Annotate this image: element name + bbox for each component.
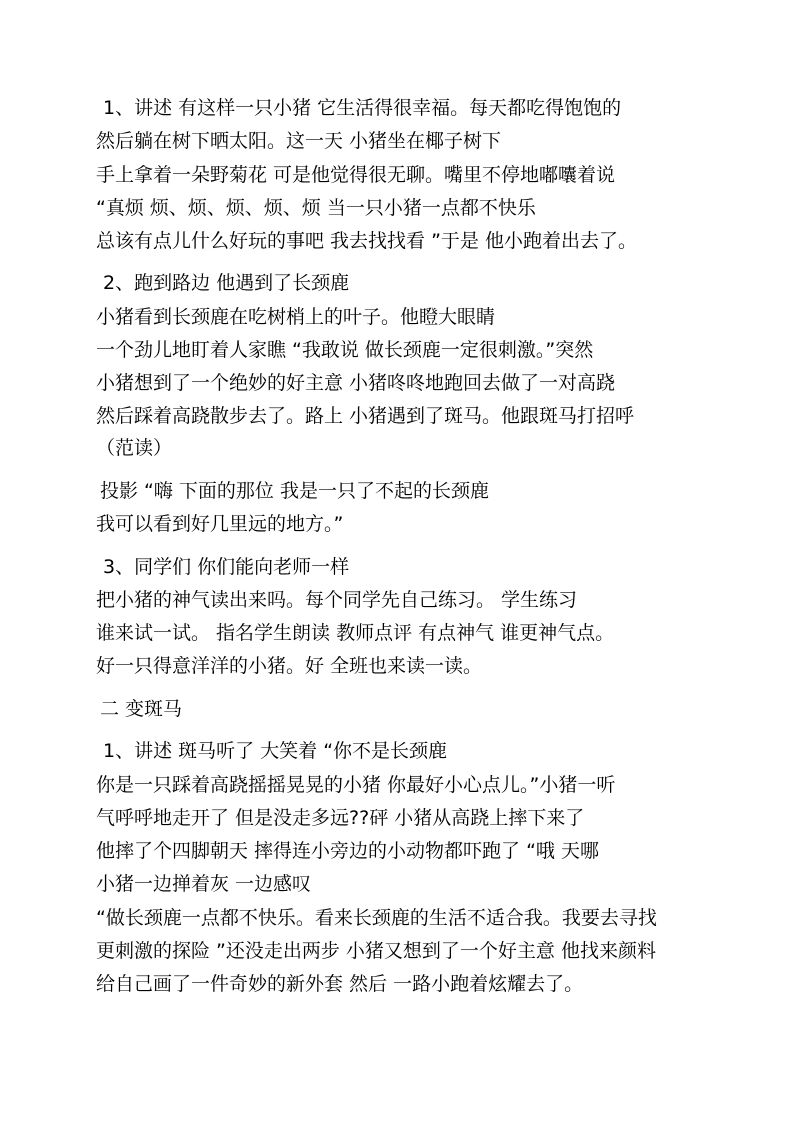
text-line: 好一只得意洋洋的小猪。好 全班也来读一读。 <box>96 655 483 677</box>
text-line: “做长颈鹿一点都不快乐。看来长颈鹿的生活不适合我。我要去寻找 <box>96 907 657 929</box>
text-line: 小猪想到了一个绝妙的好主意 小猪咚咚地跑回去做了一对高跷 <box>96 372 616 394</box>
text-line: 他摔了个四脚朝天 摔得连小旁边的小动物都吓跑了 “哦 天哪 <box>96 840 599 862</box>
text-line: 投影 “嗨 下面的那位 我是一只了不起的长颈鹿 <box>100 480 489 502</box>
text-line: 谁来试一试。 指名学生朗读 教师点评 有点神气 谁更神气点。 <box>96 622 615 644</box>
text-line: 然后踩着高跷散步去了。路上 小猪遇到了斑马。他跟斑马打招呼 <box>96 405 635 427</box>
text-line: 把小猪的神气读出来吗。每个同学先自己练习。 学生练习 <box>96 589 578 611</box>
text-line: 手上拿着一朵野菊花 可是他觉得很无聊。嘴里不停地嘟囔着说 <box>96 164 616 186</box>
text-line: 给自己画了一件奇妙的新外套 然后 一路小跑着炫耀去了。 <box>96 973 584 995</box>
text-line: 1、讲述 有这样一只小猪 它生活得很幸福。每天都吃得饱饱的 <box>103 97 622 119</box>
section-heading: 二 变斑马 <box>100 698 183 720</box>
text-line: 3、同学们 你们能向老师一样 <box>103 556 350 578</box>
text-line: 2、跑到路边 他遇到了长颈鹿 <box>103 272 350 294</box>
text-line: “真烦 烦、烦、烦、烦、烦 当一只小猪一点都不快乐 <box>96 197 536 219</box>
text-line: 总该有点儿什么好玩的事吧 我去找找看 ”于是 他小跑着出去了。 <box>96 230 637 252</box>
text-line: 然后躺在树下晒太阳。这一天 小猪坐在椰子树下 <box>96 130 502 152</box>
text-line: 小猪看到长颈鹿在吃树梢上的叶子。他瞪大眼睛 <box>96 306 496 328</box>
text-line: 1、讲述 斑马听了 大笑着 “你不是长颈鹿 <box>103 740 448 762</box>
text-line: 更刺激的探险 ”还没走出两步 小猪又想到了一个好主意 他找来颜料 <box>96 940 656 962</box>
text-line: 你是一只踩着高跷摇摇晃晃的小猪 你最好小心点儿。”小猪一听 <box>96 774 616 796</box>
text-line: 小猪一边掸着灰 一边感叹 <box>96 873 312 895</box>
text-line: 一个劲儿地盯着人家瞧 “我敢说 做长颈鹿一定很刺激。”突然 <box>96 339 594 361</box>
text-line: （范读） <box>96 437 173 459</box>
text-line: 我可以看到好几里远的地方。” <box>96 513 344 535</box>
text-line: 气呼呼地走开了 但是没走多远??砰 小猪从高跷上摔下来了 <box>96 807 585 829</box>
